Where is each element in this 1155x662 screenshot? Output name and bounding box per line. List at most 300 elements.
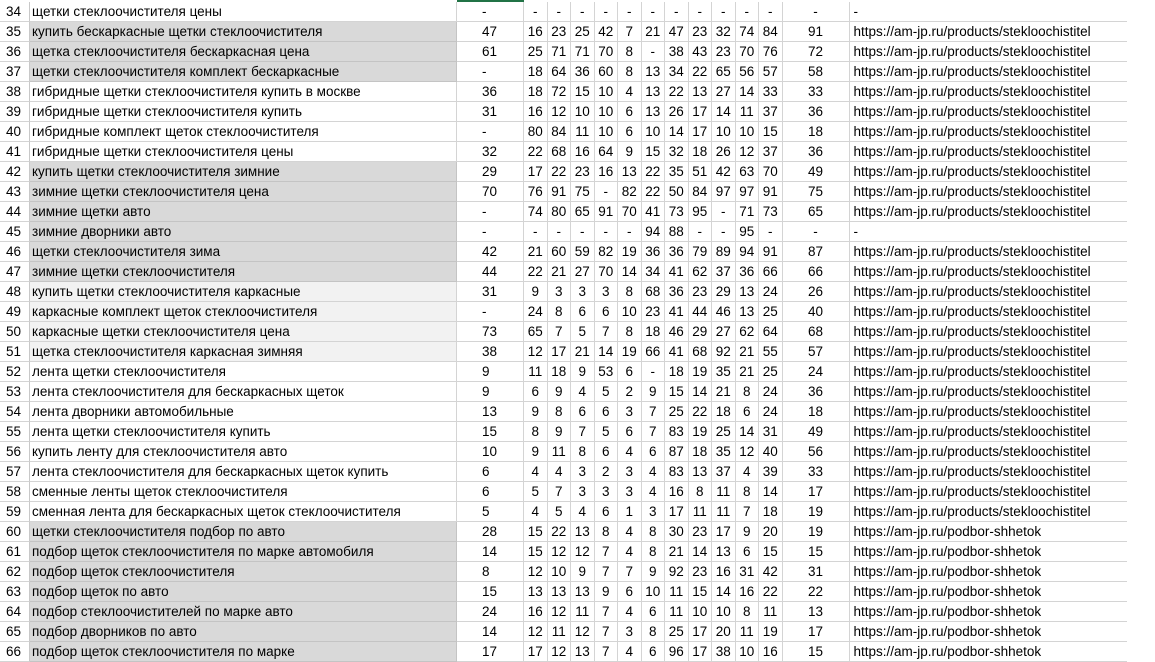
value-cell[interactable]: 15 [571,82,595,102]
value-cell[interactable]: 27 [712,322,736,342]
value-cell[interactable]: 33 [759,82,783,102]
value-cell[interactable]: 8 [736,382,760,402]
value-cell[interactable]: 22 [665,82,689,102]
value-cell[interactable]: 8 [618,282,642,302]
value-cell[interactable]: 13 [571,642,595,662]
value-cell[interactable]: 65 [712,62,736,82]
value-cell[interactable]: 14 [689,542,713,562]
value-cell[interactable]: 41 [642,202,666,222]
value-cell[interactable]: 36 [736,262,760,282]
value-cell[interactable]: - [689,222,713,242]
url-cell[interactable]: https://am-jp.ru/products/stekloochistitel [850,322,1127,342]
value-cell[interactable]: 20 [759,522,783,542]
keyword-cell[interactable]: купить бескаркасные щетки стеклоочистителя [30,22,457,42]
url-cell[interactable]: https://am-jp.ru/products/stekloochistitel [850,42,1127,62]
value-cell[interactable]: - [524,2,548,22]
url-cell[interactable]: https://am-jp.ru/podbor-shhetok [850,522,1127,542]
value-cell[interactable]: 64 [759,322,783,342]
value-cell[interactable]: - [759,2,783,22]
value-cell[interactable]: 34 [642,262,666,282]
value-cell[interactable]: 38 [665,42,689,62]
value-cell[interactable]: 13 [571,582,595,602]
value-cell[interactable]: 9 [571,362,595,382]
keyword-cell[interactable]: купить щетки стеклоочистителя каркасные [30,282,457,302]
value-cell[interactable]: 25 [759,302,783,322]
value-cell[interactable]: 6 [618,582,642,602]
score-cell[interactable]: 36 [783,142,850,162]
value-cell[interactable]: - [571,2,595,22]
value-cell[interactable]: 14 [595,342,619,362]
keyword-cell[interactable]: лента щетки стеклоочистителя купить [30,422,457,442]
row-header[interactable]: 36 [0,42,30,62]
value-cell[interactable]: - [689,2,713,22]
value-cell[interactable]: 94 [642,222,666,242]
value-cell[interactable]: 70 [595,42,619,62]
value-cell[interactable]: 15 [689,582,713,602]
url-cell[interactable]: https://am-jp.ru/podbor-shhetok [850,542,1127,562]
url-cell[interactable]: https://am-jp.ru/podbor-shhetok [850,582,1127,602]
value-cell[interactable]: 9 [642,562,666,582]
score-cell[interactable]: 36 [783,102,850,122]
score-cell[interactable]: - [783,2,850,22]
url-cell[interactable]: - [850,222,1127,242]
value-cell[interactable]: 10 [618,302,642,322]
value-cell[interactable]: 75 [571,182,595,202]
value-cell[interactable]: 6 [618,422,642,442]
value-cell[interactable]: 62 [689,262,713,282]
value-cell[interactable]: 6 [571,402,595,422]
value-cell[interactable]: 4 [618,642,642,662]
value-cell[interactable]: 3 [618,462,642,482]
value-cell[interactable]: 63 [736,162,760,182]
keyword-cell[interactable]: зимние щетки стеклоочистителя [30,262,457,282]
keyword-cell[interactable]: щетка стеклоочистителя бескаркасная цена [30,42,457,62]
row-header[interactable]: 35 [0,22,30,42]
value-cell[interactable]: 6 [457,462,524,482]
value-cell[interactable]: 92 [712,342,736,362]
value-cell[interactable]: 15 [759,122,783,142]
value-cell[interactable]: 21 [665,542,689,562]
score-cell[interactable]: 49 [783,422,850,442]
row-header[interactable]: 58 [0,482,30,502]
value-cell[interactable]: 23 [571,162,595,182]
value-cell[interactable]: 12 [571,622,595,642]
value-cell[interactable]: 22 [524,262,548,282]
value-cell[interactable]: 3 [618,482,642,502]
value-cell[interactable]: - [457,222,524,242]
value-cell[interactable]: 25 [571,22,595,42]
value-cell[interactable]: 14 [457,542,524,562]
value-cell[interactable]: 15 [524,522,548,542]
value-cell[interactable]: 36 [665,282,689,302]
value-cell[interactable]: 10 [712,602,736,622]
value-cell[interactable]: 23 [689,522,713,542]
value-cell[interactable]: - [618,2,642,22]
value-cell[interactable]: 16 [524,602,548,622]
score-cell[interactable]: - [783,222,850,242]
value-cell[interactable]: 24 [759,402,783,422]
keyword-cell[interactable]: купить щетки стеклоочистителя зимние [30,162,457,182]
row-header[interactable]: 60 [0,522,30,542]
url-cell[interactable]: https://am-jp.ru/podbor-shhetok [850,562,1127,582]
value-cell[interactable]: 18 [665,362,689,382]
keyword-cell[interactable]: купить ленту для стеклоочистителя авто [30,442,457,462]
score-cell[interactable]: 68 [783,322,850,342]
row-header[interactable]: 46 [0,242,30,262]
value-cell[interactable]: - [642,362,666,382]
value-cell[interactable]: 8 [548,402,572,422]
keyword-cell[interactable]: подбор щеток стеклоочистителя по марке [30,642,457,662]
value-cell[interactable]: 10 [595,102,619,122]
score-cell[interactable]: 31 [783,562,850,582]
value-cell[interactable]: 10 [642,122,666,142]
row-header[interactable]: 50 [0,322,30,342]
keyword-cell[interactable]: гибридные щетки стеклоочистителя купить в москве [30,82,457,102]
keyword-cell[interactable]: зимние щетки авто [30,202,457,222]
keyword-cell[interactable]: щетки стеклоочистителя цены [30,2,457,22]
score-cell[interactable]: 91 [783,22,850,42]
value-cell[interactable]: 11 [548,622,572,642]
value-cell[interactable]: 18 [548,362,572,382]
value-cell[interactable]: 15 [524,542,548,562]
value-cell[interactable]: 9 [548,382,572,402]
score-cell[interactable]: 15 [783,542,850,562]
score-cell[interactable]: 58 [783,62,850,82]
value-cell[interactable]: 36 [642,242,666,262]
value-cell[interactable]: 91 [595,202,619,222]
value-cell[interactable]: 70 [457,182,524,202]
value-cell[interactable]: - [595,182,619,202]
value-cell[interactable]: 53 [595,362,619,382]
row-header[interactable]: 44 [0,202,30,222]
url-cell[interactable]: https://am-jp.ru/products/stekloochistitel [850,482,1127,502]
value-cell[interactable]: 87 [665,442,689,462]
row-header[interactable]: 40 [0,122,30,142]
value-cell[interactable]: 6 [642,642,666,662]
value-cell[interactable]: 23 [712,42,736,62]
value-cell[interactable]: 11 [548,442,572,462]
value-cell[interactable]: 24 [759,282,783,302]
value-cell[interactable]: 24 [524,302,548,322]
value-cell[interactable]: 19 [759,622,783,642]
url-cell[interactable]: https://am-jp.ru/products/stekloochistitel [850,162,1127,182]
value-cell[interactable]: 3 [618,402,642,422]
value-cell[interactable]: - [548,2,572,22]
keyword-cell[interactable]: лента щетки стеклоочистителя [30,362,457,382]
value-cell[interactable]: 47 [665,22,689,42]
value-cell[interactable]: 16 [571,142,595,162]
value-cell[interactable]: 80 [524,122,548,142]
url-cell[interactable]: https://am-jp.ru/podbor-shhetok [850,642,1127,662]
value-cell[interactable]: 14 [457,622,524,642]
value-cell[interactable]: 25 [712,422,736,442]
value-cell[interactable]: 7 [595,642,619,662]
row-header[interactable]: 64 [0,602,30,622]
value-cell[interactable]: 13 [548,582,572,602]
row-header[interactable]: 47 [0,262,30,282]
value-cell[interactable]: - [457,302,524,322]
value-cell[interactable]: 10 [642,582,666,602]
value-cell[interactable]: 17 [524,162,548,182]
value-cell[interactable]: 13 [642,62,666,82]
value-cell[interactable]: 97 [736,182,760,202]
value-cell[interactable]: 68 [548,142,572,162]
keyword-cell[interactable]: гибридные щетки стеклоочистителя цены [30,142,457,162]
value-cell[interactable]: 10 [571,102,595,122]
value-cell[interactable]: 74 [524,202,548,222]
value-cell[interactable]: 71 [571,42,595,62]
value-cell[interactable]: 10 [595,82,619,102]
value-cell[interactable]: 19 [618,242,642,262]
value-cell[interactable]: - [759,222,783,242]
value-cell[interactable]: 31 [457,282,524,302]
row-header[interactable]: 65 [0,622,30,642]
value-cell[interactable]: 8 [642,542,666,562]
value-cell[interactable]: 17 [712,522,736,542]
value-cell[interactable]: 72 [548,82,572,102]
score-cell[interactable]: 75 [783,182,850,202]
value-cell[interactable]: 17 [457,642,524,662]
value-cell[interactable]: 12 [524,342,548,362]
value-cell[interactable]: 21 [736,362,760,382]
row-header[interactable]: 61 [0,542,30,562]
value-cell[interactable]: 65 [571,202,595,222]
value-cell[interactable]: 36 [457,82,524,102]
value-cell[interactable]: - [712,202,736,222]
url-cell[interactable]: https://am-jp.ru/products/stekloochistitel [850,102,1127,122]
value-cell[interactable]: 13 [642,82,666,102]
value-cell[interactable]: 18 [759,502,783,522]
value-cell[interactable]: 38 [457,342,524,362]
value-cell[interactable]: 4 [736,462,760,482]
value-cell[interactable]: 21 [571,342,595,362]
value-cell[interactable]: 74 [736,22,760,42]
value-cell[interactable]: 7 [548,482,572,502]
value-cell[interactable]: - [571,222,595,242]
keyword-cell[interactable]: гибридные щетки стеклоочистителя купить [30,102,457,122]
value-cell[interactable]: 66 [642,342,666,362]
value-cell[interactable]: 23 [689,22,713,42]
keyword-cell[interactable]: щетки стеклоочистителя зима [30,242,457,262]
value-cell[interactable]: 29 [712,282,736,302]
value-cell[interactable]: 8 [618,42,642,62]
value-cell[interactable]: 25 [759,362,783,382]
value-cell[interactable]: 14 [736,82,760,102]
value-cell[interactable]: 7 [571,422,595,442]
score-cell[interactable]: 18 [783,402,850,422]
value-cell[interactable]: 8 [618,62,642,82]
value-cell[interactable]: 9 [457,362,524,382]
row-header[interactable]: 34 [0,2,30,22]
value-cell[interactable]: 8 [642,522,666,542]
value-cell[interactable]: 7 [595,622,619,642]
row-header[interactable]: 57 [0,462,30,482]
row-header[interactable]: 66 [0,642,30,662]
url-cell[interactable]: https://am-jp.ru/products/stekloochistitel [850,22,1127,42]
value-cell[interactable]: 6 [642,602,666,622]
value-cell[interactable]: 17 [689,642,713,662]
keyword-cell[interactable]: каркасные щетки стеклоочистителя цена [30,322,457,342]
value-cell[interactable]: 60 [548,242,572,262]
score-cell[interactable]: 26 [783,282,850,302]
value-cell[interactable]: 9 [571,562,595,582]
value-cell[interactable]: 35 [712,442,736,462]
value-cell[interactable]: 8 [457,562,524,582]
row-header[interactable]: 37 [0,62,30,82]
value-cell[interactable]: 14 [712,102,736,122]
value-cell[interactable]: 4 [642,462,666,482]
keyword-cell[interactable]: щетки стеклоочистителя подбор по авто [30,522,457,542]
keyword-cell[interactable]: зимние дворники авто [30,222,457,242]
value-cell[interactable]: 7 [642,422,666,442]
value-cell[interactable]: 80 [548,202,572,222]
value-cell[interactable]: 71 [736,202,760,222]
value-cell[interactable]: 11 [524,362,548,382]
value-cell[interactable]: - [457,62,524,82]
value-cell[interactable]: 71 [548,42,572,62]
value-cell[interactable]: 9 [457,382,524,402]
value-cell[interactable]: 30 [665,522,689,542]
value-cell[interactable]: 7 [595,562,619,582]
score-cell[interactable]: 56 [783,442,850,462]
value-cell[interactable]: 42 [595,22,619,42]
value-cell[interactable]: 8 [524,422,548,442]
value-cell[interactable]: 20 [712,622,736,642]
value-cell[interactable]: 28 [457,522,524,542]
value-cell[interactable]: 88 [665,222,689,242]
value-cell[interactable]: 19 [689,362,713,382]
value-cell[interactable]: 22 [548,162,572,182]
value-cell[interactable]: 16 [736,582,760,602]
row-header[interactable]: 59 [0,502,30,522]
keyword-cell[interactable]: лента стеклоочистителя для бескаркасных щеток [30,382,457,402]
value-cell[interactable]: 25 [665,622,689,642]
row-header[interactable]: 38 [0,82,30,102]
keyword-cell[interactable]: подбор дворников по авто [30,622,457,642]
value-cell[interactable]: 11 [712,502,736,522]
value-cell[interactable]: 91 [759,242,783,262]
value-cell[interactable]: 42 [457,242,524,262]
value-cell[interactable]: 12 [571,542,595,562]
value-cell[interactable]: 8 [548,302,572,322]
value-cell[interactable]: 5 [595,422,619,442]
value-cell[interactable]: - [457,122,524,142]
value-cell[interactable]: 79 [689,242,713,262]
value-cell[interactable]: 64 [548,62,572,82]
value-cell[interactable]: - [595,222,619,242]
value-cell[interactable]: 25 [665,402,689,422]
value-cell[interactable]: 11 [571,122,595,142]
value-cell[interactable]: 9 [618,142,642,162]
value-cell[interactable]: 27 [712,82,736,102]
value-cell[interactable]: 26 [712,142,736,162]
value-cell[interactable]: 14 [712,582,736,602]
value-cell[interactable]: 13 [642,102,666,122]
value-cell[interactable]: 22 [689,402,713,422]
value-cell[interactable]: 70 [618,202,642,222]
keyword-cell[interactable]: щетка стеклоочистителя каркасная зимняя [30,342,457,362]
value-cell[interactable]: 10 [736,122,760,142]
keyword-cell[interactable]: каркасные комплект щеток стеклоочистителя [30,302,457,322]
value-cell[interactable]: 13 [736,302,760,322]
value-cell[interactable]: 94 [736,242,760,262]
keyword-cell[interactable]: подбор щеток стеклоочистителя [30,562,457,582]
url-cell[interactable]: https://am-jp.ru/products/stekloochistitel [850,342,1127,362]
value-cell[interactable]: 8 [642,622,666,642]
value-cell[interactable]: 4 [618,82,642,102]
value-cell[interactable]: 17 [665,502,689,522]
value-cell[interactable]: 2 [618,382,642,402]
keyword-cell[interactable]: щетки стеклоочистителя комплект бескаркасные [30,62,457,82]
value-cell[interactable]: 6 [524,382,548,402]
value-cell[interactable]: 84 [759,22,783,42]
value-cell[interactable]: - [712,222,736,242]
url-cell[interactable]: https://am-jp.ru/products/stekloochistitel [850,422,1127,442]
value-cell[interactable]: 7 [595,602,619,622]
url-cell[interactable]: https://am-jp.ru/products/stekloochistitel [850,142,1127,162]
value-cell[interactable]: 14 [759,482,783,502]
value-cell[interactable]: 6 [618,122,642,142]
value-cell[interactable]: 8 [689,482,713,502]
value-cell[interactable]: 10 [595,122,619,142]
value-cell[interactable]: 12 [736,442,760,462]
value-cell[interactable]: - [595,2,619,22]
value-cell[interactable]: 44 [689,302,713,322]
value-cell[interactable]: - [548,222,572,242]
value-cell[interactable]: 16 [595,162,619,182]
url-cell[interactable]: https://am-jp.ru/products/stekloochistitel [850,302,1127,322]
value-cell[interactable]: 18 [524,82,548,102]
value-cell[interactable]: 18 [689,142,713,162]
keyword-cell[interactable]: подбор щеток стеклоочистителя по марке автомобиля [30,542,457,562]
value-cell[interactable]: 4 [618,602,642,622]
value-cell[interactable]: 14 [736,422,760,442]
url-cell[interactable]: https://am-jp.ru/products/stekloochistitel [850,182,1127,202]
score-cell[interactable]: 33 [783,462,850,482]
value-cell[interactable]: 16 [759,642,783,662]
value-cell[interactable]: 65 [524,322,548,342]
value-cell[interactable]: 26 [665,102,689,122]
row-header[interactable]: 49 [0,302,30,322]
score-cell[interactable]: 57 [783,342,850,362]
value-cell[interactable]: 14 [689,382,713,402]
row-header[interactable]: 54 [0,402,30,422]
value-cell[interactable]: 11 [736,622,760,642]
value-cell[interactable]: - [642,2,666,22]
value-cell[interactable]: 11 [571,602,595,622]
value-cell[interactable]: 9 [524,282,548,302]
value-cell[interactable]: 39 [759,462,783,482]
value-cell[interactable]: 56 [736,62,760,82]
value-cell[interactable]: 25 [524,42,548,62]
score-cell[interactable]: 87 [783,242,850,262]
value-cell[interactable]: 46 [665,322,689,342]
value-cell[interactable]: 8 [618,322,642,342]
value-cell[interactable]: - [457,2,524,22]
value-cell[interactable]: 4 [571,382,595,402]
value-cell[interactable]: 16 [665,482,689,502]
score-cell[interactable]: 65 [783,202,850,222]
value-cell[interactable]: - [618,222,642,242]
value-cell[interactable]: 11 [712,482,736,502]
value-cell[interactable]: 6 [642,442,666,462]
keyword-cell[interactable]: лента стеклоочистителя для бескаркасных щеток купить [30,462,457,482]
value-cell[interactable]: 83 [665,422,689,442]
value-cell[interactable]: 70 [759,162,783,182]
value-cell[interactable]: 31 [457,102,524,122]
value-cell[interactable]: 31 [736,562,760,582]
value-cell[interactable]: 36 [571,62,595,82]
